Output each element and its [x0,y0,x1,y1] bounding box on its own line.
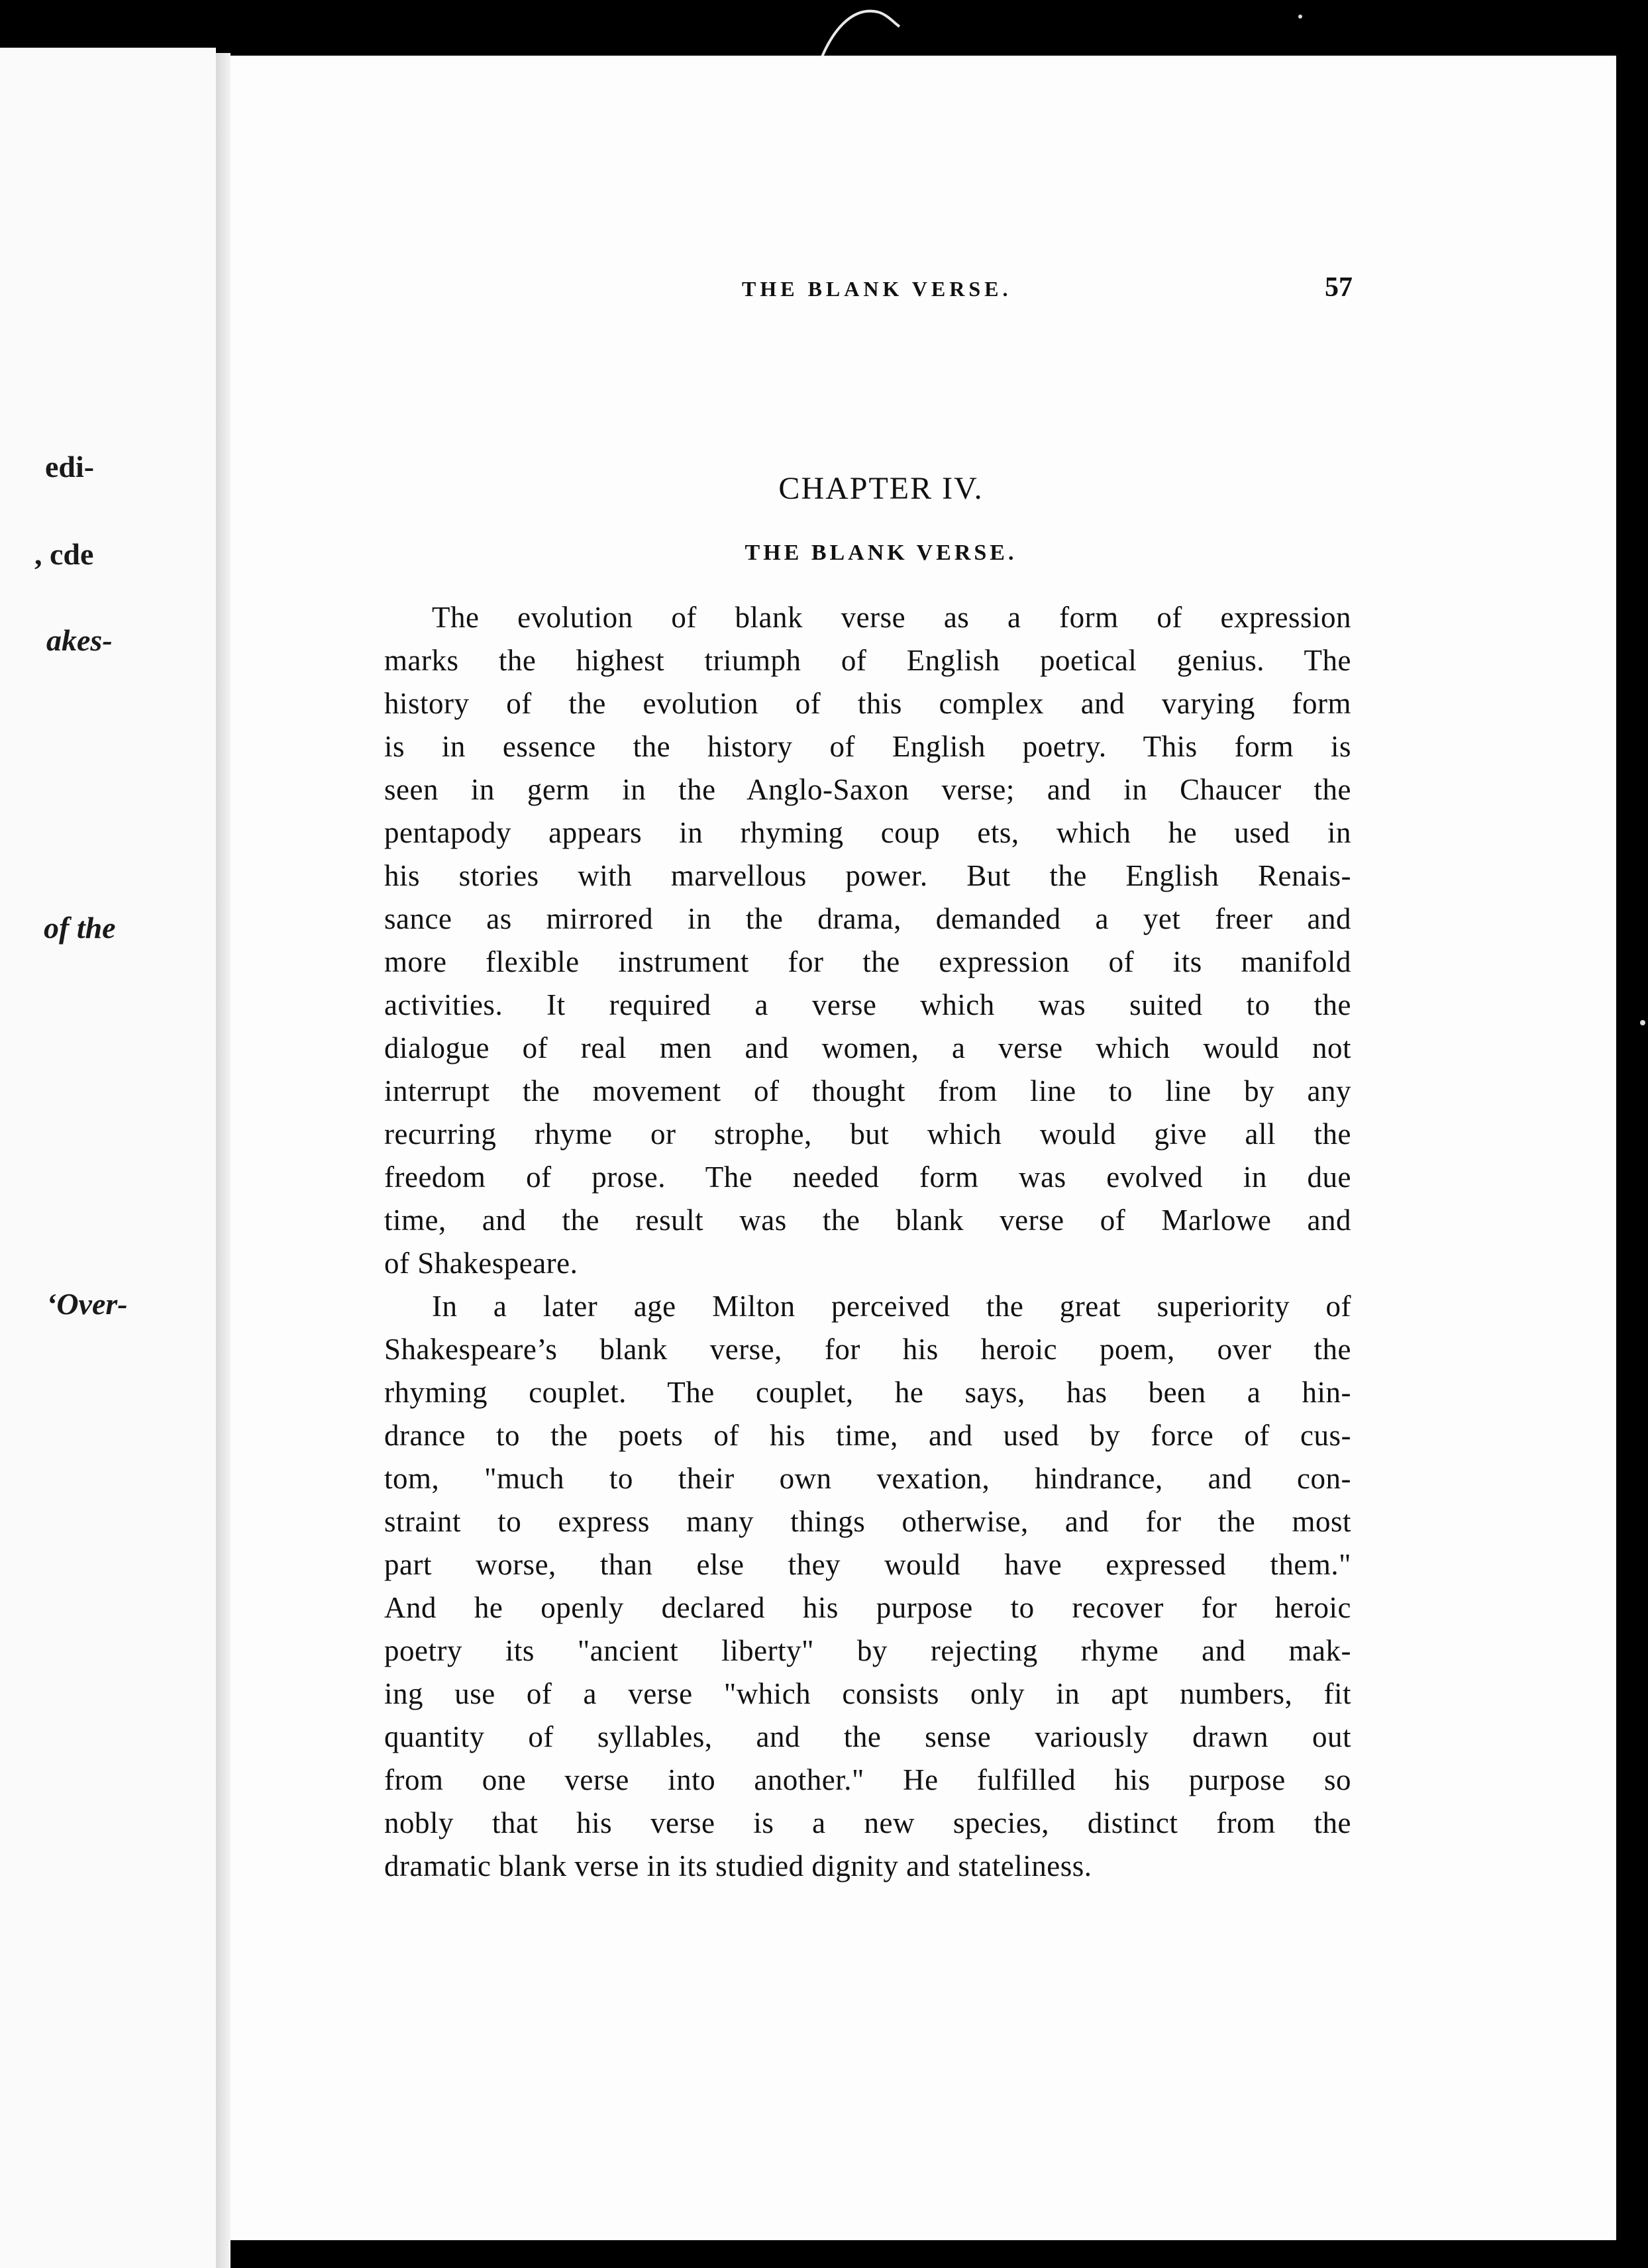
text-line: dialogue of real men and women, a verse which would not [384,1031,1351,1064]
body-text [384,596,1351,1888]
text-line: interrupt the movement of thought from line to line by any [384,1074,1351,1108]
left-fragment-2: , cde [34,537,94,571]
text-line: quantity of syllables, and the sense variously drawn out [384,1720,1351,1753]
text-line: In a later age Milton perceived the great superiority of [432,1290,1351,1323]
text-line: part worse, than else they would have expressed them." [384,1548,1351,1581]
text-line: And he openly declared his purpose to recover for heroic [384,1591,1351,1624]
text-line: of Shakespeare. [384,1247,578,1280]
text-line: The evolution of blank verse as a form of expression [432,601,1351,634]
text-line: poetry its "ancient liberty" by rejecting rhyme and mak- [384,1634,1351,1667]
left-fragment-5: ‘Over- [46,1287,128,1321]
running-head: THE BLANK VERSE. [742,277,1012,301]
text-line: time, and the result was the blank verse of Marlowe and [384,1204,1351,1237]
chapter-title: CHAPTER IV. [778,471,984,506]
text-line: marks the highest triumph of English poetical genius. The [384,644,1351,677]
text-line: straint to express many things otherwise, and for the most [384,1505,1351,1538]
left-facing-page [0,48,216,2268]
text-line: ing use of a verse "which consists only in apt numbers, fit [384,1677,1351,1710]
text-line: rhyming couplet. The couplet, he says, has been a hin- [384,1376,1351,1409]
text-line: is in essence the history of English poetry. This form is [384,730,1351,763]
text-line: from one verse into another." He fulfilled his purpose so [384,1763,1351,1796]
text-line: recurring rhyme or strophe, but which would give all the [384,1117,1351,1151]
scan-speck [1298,15,1302,19]
right-page-shadow [1616,56,1648,2268]
scan-mark [815,0,907,60]
text-line: seen in germ in the Anglo-Saxon verse; and in Chaucer the [384,773,1351,806]
text-line: pentapody appears in rhyming coup ets, which he used in [384,816,1351,849]
left-fragment-4: of the [44,911,116,945]
page-number: 57 [1325,272,1353,303]
text-line: freedom of prose. The needed form was evolved in due [384,1160,1351,1194]
paragraph-2 [384,1285,1351,1888]
text-line: more flexible instrument for the expression of its manifold [384,945,1351,978]
left-fragment-1: edi- [45,450,95,484]
text-line: sance as mirrored in the drama, demanded a yet freer and [384,902,1351,935]
text-line: dramatic blank verse in its studied dignity and stateliness. [384,1849,1092,1882]
text-line: Shakespeare’s blank verse, for his heroic poem, over the [384,1333,1351,1366]
text-line: nobly that his verse is a new species, distinct from the [384,1806,1351,1839]
book-gutter [216,53,231,2268]
text-line: history of the evolution of this complex and varying form [384,687,1351,720]
text-line: his stories with marvellous power. But the English Renais- [384,859,1351,892]
scan-speck [1640,1020,1645,1025]
section-title: THE BLANK VERSE. [745,541,1017,565]
left-fragment-3: akes- [46,623,113,657]
text-line: drance to the poets of his time, and used by force of cus- [384,1419,1351,1452]
text-line: activities. It required a verse which was suited to the [384,988,1351,1021]
text-line: tom, "much to their own vexation, hindrance, and con- [384,1462,1351,1495]
paragraph-1 [384,596,1351,1285]
